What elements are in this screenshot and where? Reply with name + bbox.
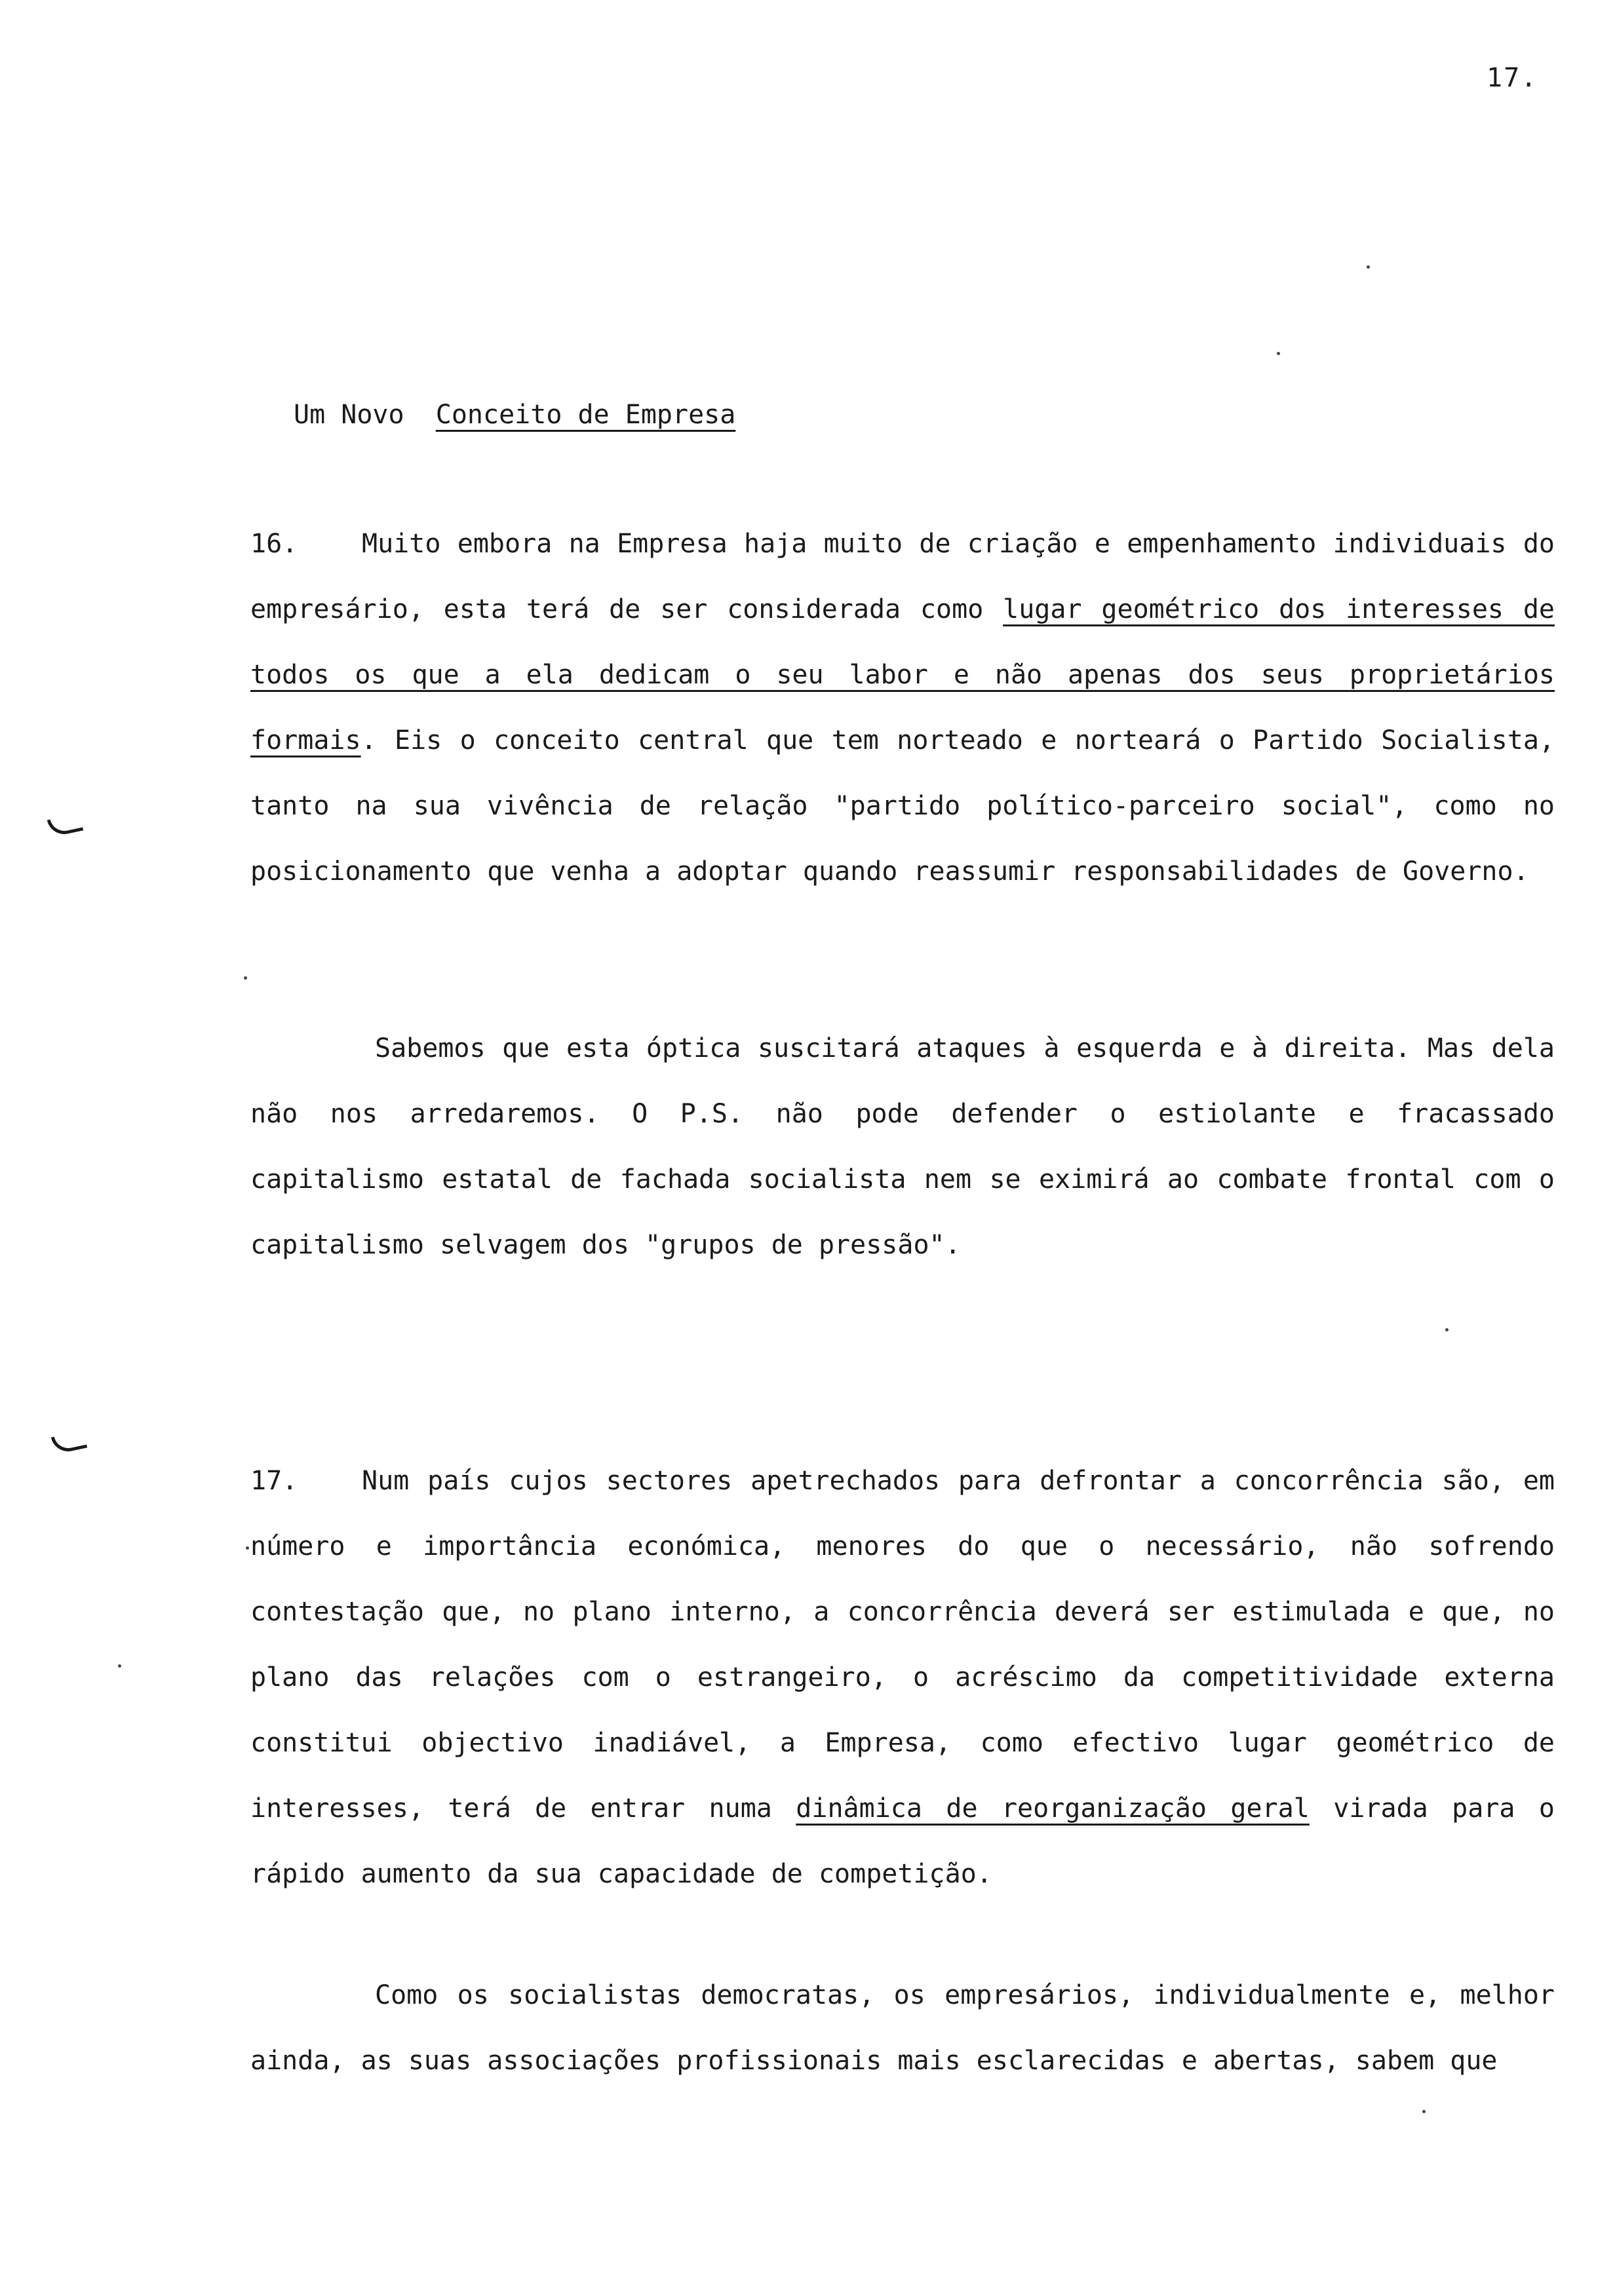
paragraph-17-text-a: Num país cujos sectores apetrechados para defrontar a concorrência são, em número e importância económica, menores do que o necessário, não sofrendo contestação que, no plano interno, a concorrência deverá ser estimulada e que, no plano das relações com o estrangeiro, o acréscimo da competitividade externa constitui objectivo inadiável, a Empresa, como efectivo lugar geométrico de interesses, terá de entrar numa [250,1466,1555,1824]
paragraph-17-continued-text: Como os socialistas democratas, os empresários, individualmente e, melhor ainda, as suas associações profissionais mais esclarecidas e abertas, sabem que [250,1980,1555,2076]
scan-speck [246,1546,249,1550]
paragraph-16-continued [250,1016,1555,1278]
paragraph-17 [250,1448,1555,1907]
paragraph-number-17: 17. [250,1466,298,1496]
scan-speck [1277,352,1280,355]
scan-speck [1422,2110,1426,2113]
paragraph-17-underlined: dinâmica de reorganização geral [796,1793,1310,1824]
paragraph-17-continued [250,1962,1555,2094]
section-heading [294,400,735,430]
scan-speck [1367,265,1370,269]
page-number: 17. [1487,63,1538,93]
paragraph-number-16: 16. [250,529,298,559]
margin-mark [51,1430,87,1455]
scan-speck [1445,1328,1449,1331]
paragraph-16-underlined: lugar geométrico dos interesses de todos os que a ela dedicam o seu labor e não apenas dos seus proprietários formais [250,594,1555,756]
heading-plain: Um Novo [294,400,420,430]
heading-underlined: Conceito de Empresa [435,400,736,430]
paragraph-16-text-a: Muito embora na Empresa haja muito de criação e empenhamento individuais do empresário, esta terá de ser considerada como [250,529,1555,624]
paragraph-16-continued-text: Sabemos que esta óptica suscitará ataques à esquerda e à direita. Mas dela não nos arredaremos. O P.S. não pode defender o estiolante e fracassado capitalismo estatal de fachada socialista nem se eximirá ao combate frontal com o capitalismo selvagem dos "grupos de pressão". [250,1033,1555,1260]
paragraph-17-text-b: virada para o rápido aumento da sua capacidade de competição. [250,1793,1555,1889]
paragraph-16 [250,511,1555,904]
scan-speck [118,1664,121,1668]
margin-mark [47,813,83,837]
scan-speck [244,976,247,980]
paragraph-16-text-b: . Eis o conceito central que tem norteado e norteará o Partido Socialista, tanto na sua vivência de relação "partido político-parceiro social", como no posicionamento que venha a adoptar quando reassumir responsabilidades de Governo. [250,725,1555,887]
